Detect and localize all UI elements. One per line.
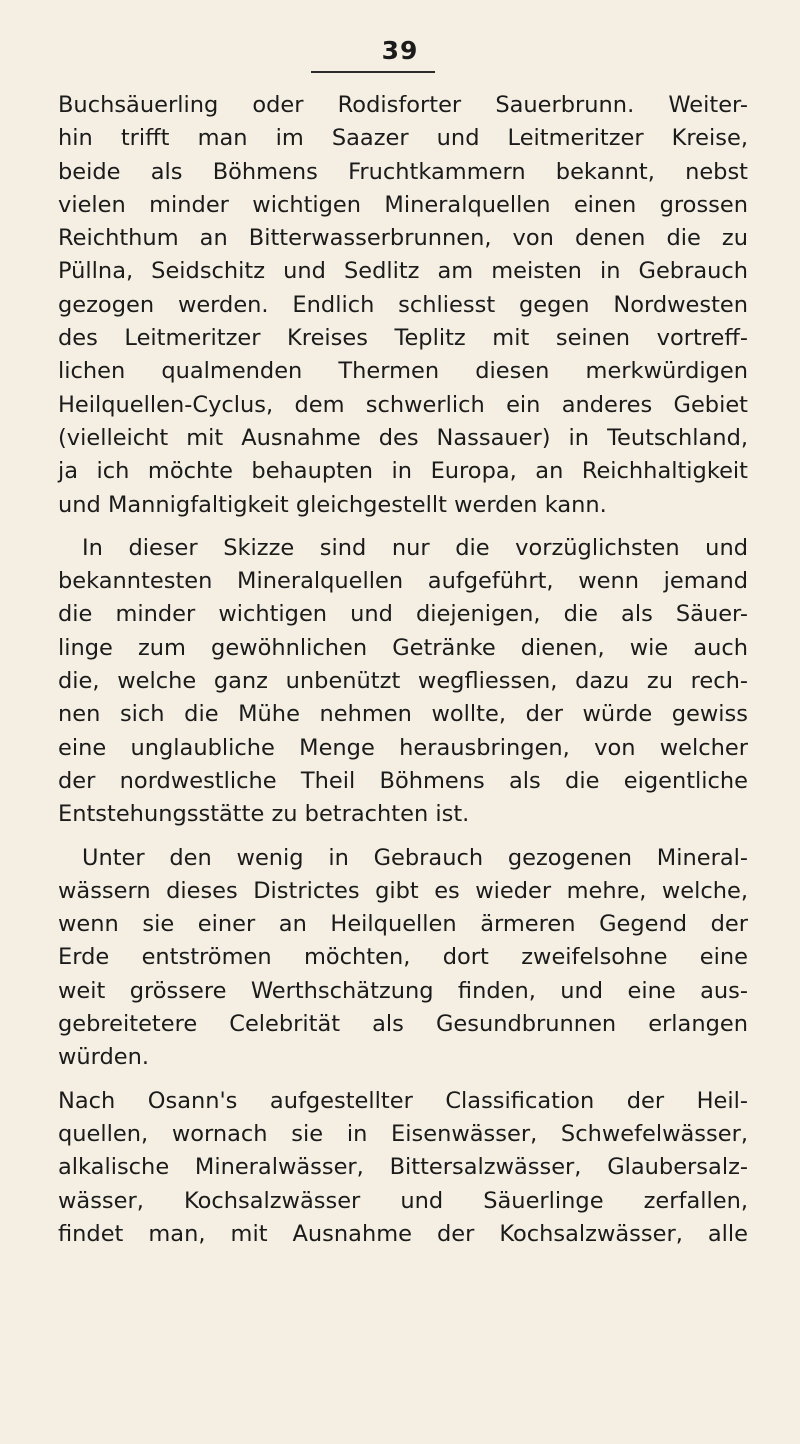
text-line: die minder wichtigen und diejenigen, die als Säuer-	[58, 601, 748, 628]
text-line: und Mannigfaltigkeit gleichgestellt werden kann.	[58, 491, 607, 518]
text-line: beide als Böhmens Fruchtkammern bekannt, nebst	[58, 158, 748, 185]
page-number: 39	[381, 36, 419, 65]
text-line: Nach Osann's aufgestellter Classification der Heil-	[58, 1087, 748, 1114]
text-line: lichen qualmenden Thermen diesen merkwürdigen	[58, 358, 748, 385]
text-line: wenn sie einer an Heilquellen ärmeren Gegend der	[58, 911, 748, 938]
text-line: würden.	[58, 1044, 150, 1071]
text-line: wässer, Kochsalzwässer und Säuerlinge zerfallen,	[58, 1187, 748, 1214]
text-line: Erde entströmen möchten, dort zweifelsohne eine	[58, 944, 748, 971]
text-line: Heilquellen-Cyclus, dem schwerlich ein anderes Gebiet	[58, 391, 748, 418]
text-line: bekanntesten Mineralquellen aufgeführt, wenn jemand	[58, 568, 748, 595]
text-line: Reichthum an Bitterwasserbrunnen, von denen die zu	[58, 225, 748, 252]
text-line: linge zum gewöhnlichen Getränke dienen, wie auch	[58, 634, 748, 661]
paragraph-2	[58, 532, 748, 832]
text-line: die, welche ganz unbenützt wegfliessen, dazu zu rech-	[58, 668, 748, 695]
text-line: Buchsäuerling oder Rodisforter Sauerbrunn. Weiter-	[58, 92, 748, 118]
text-line: alkalische Mineralwässer, Bittersalzwässer, Glaubersalz-	[58, 1154, 748, 1181]
paragraph-3	[58, 842, 748, 1075]
text-line: In dieser Skizze sind nur die vorzüglichsten und	[82, 534, 748, 561]
text-line: Püllna, Seidschitz und Sedlitz am meisten in Gebrauch	[58, 258, 748, 285]
text-line: findet man, mit Ausnahme der Kochsalzwässer, alle	[58, 1220, 748, 1247]
text-line: wässern dieses Districtes gibt es wieder mehre, welche,	[58, 877, 748, 904]
text-line: Unter den wenig in Gebrauch gezogenen Mineral-	[82, 844, 748, 871]
text-line: (vielleicht mit Ausnahme des Nassauer) in Teutschland,	[58, 424, 748, 451]
header-rule	[311, 71, 435, 73]
text-line: gezogen werden. Endlich schliesst gegen Nordwesten	[58, 291, 748, 318]
text-line: hin trifft man im Saazer und Leitmeritzer Kreise,	[58, 125, 748, 152]
text-line: quellen, wornach sie in Eisenwässer, Schwefelwässer,	[58, 1120, 748, 1147]
body-text	[58, 89, 748, 1251]
text-line: Entstehungsstätte zu betrachten ist.	[58, 801, 470, 828]
text-line: vielen minder wichtigen Mineralquellen einen grossen	[58, 191, 748, 218]
text-line: eine unglaubliche Menge herausbringen, von welcher	[58, 734, 748, 761]
text-line: der nordwestliche Theil Böhmens als die eigentliche	[58, 767, 748, 794]
text-line: ja ich möchte behaupten in Europa, an Reichhaltigkeit	[58, 458, 748, 485]
paragraph-4	[58, 1085, 748, 1251]
text-line: weit grössere Werthschätzung finden, und eine aus-	[58, 977, 748, 1004]
paragraph-1	[58, 89, 748, 522]
text-line: des Leitmeritzer Kreises Teplitz mit seinen vortreff-	[58, 325, 748, 352]
text-line: gebreitetere Celebrität als Gesundbrunnen erlangen	[58, 1011, 748, 1038]
text-line: nen sich die Mühe nehmen wollte, der würde gewiss	[58, 701, 748, 728]
